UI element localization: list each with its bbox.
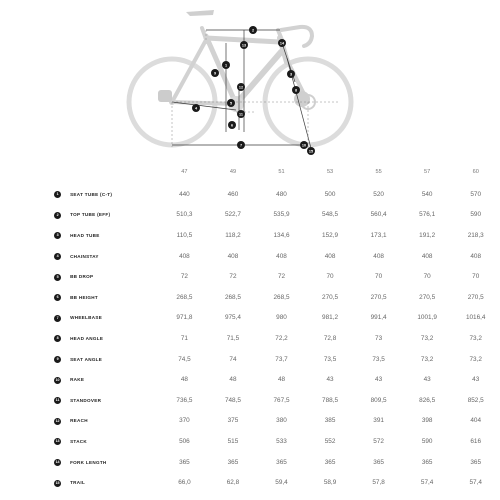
cell-value: 520 <box>373 190 384 198</box>
cell-value: 48 <box>277 376 286 384</box>
cell-value: 57,4 <box>420 479 434 487</box>
cell-value: 43 <box>472 376 480 384</box>
row-label: STANDOVER <box>70 397 102 403</box>
cell-value: 57,8 <box>372 479 385 487</box>
cell-value: 73,2 <box>469 355 482 363</box>
svg-text:2: 2 <box>251 28 255 33</box>
cell-value: 570 <box>470 190 482 198</box>
table-row <box>0 205 500 226</box>
svg-text:14: 14 <box>279 41 285 46</box>
cell-value: 72 <box>229 273 237 281</box>
cell-value: 73,2 <box>469 334 482 342</box>
cell-value: 408 <box>324 252 336 260</box>
row-number-badge: 1 <box>54 191 61 198</box>
marker-10 <box>300 141 308 149</box>
cell-value: 48 <box>229 376 237 384</box>
table-row <box>0 266 500 287</box>
cell-value: 572 <box>373 437 384 445</box>
cell-value: 404 <box>470 417 482 425</box>
svg-text:13: 13 <box>241 43 247 48</box>
cell-value: 533 <box>276 437 287 445</box>
cell-value: 510,3 <box>176 211 193 219</box>
size-header-cell: 49 <box>229 169 237 175</box>
size-header-cell: 53 <box>326 169 334 175</box>
geometry-table <box>0 160 500 493</box>
cell-value: 48 <box>180 376 188 384</box>
cell-value: 408 <box>179 252 190 260</box>
size-header-cell: 55 <box>375 169 382 175</box>
row-label: CHAINSTAY <box>70 253 99 259</box>
svg-text:7: 7 <box>239 143 243 148</box>
cell-value: 480 <box>276 190 287 198</box>
cell-value: 981,2 <box>322 314 339 322</box>
cell-value: 522,7 <box>224 211 241 219</box>
size-header-cell: 51 <box>278 169 285 175</box>
cell-value: 576,1 <box>419 211 436 219</box>
cell-value: 268,5 <box>224 293 241 301</box>
marker-15 <box>307 147 315 155</box>
cell-value: 460 <box>227 190 239 198</box>
cell-value: 43 <box>423 376 431 384</box>
cell-value: 767,5 <box>273 396 290 404</box>
cell-value: 43 <box>326 376 334 384</box>
cell-value: 365 <box>470 458 482 466</box>
row-number-badge: 2 <box>54 212 61 219</box>
table-row <box>0 349 500 370</box>
cell-value: 365 <box>324 458 336 466</box>
cell-value: 134,6 <box>273 231 290 239</box>
cell-value: 72,8 <box>323 334 337 342</box>
cell-value: 380 <box>276 417 287 425</box>
cell-value: 118,2 <box>225 231 241 239</box>
cell-value: 408 <box>421 252 433 260</box>
row-label: WHEELBASE <box>70 315 103 321</box>
marker-3 <box>287 70 295 78</box>
cell-value: 43 <box>375 376 383 384</box>
size-header-cell: 60 <box>472 169 479 175</box>
cell-value: 375 <box>227 417 239 425</box>
cell-value: 73,2 <box>420 355 434 363</box>
row-number-badge: 5 <box>54 274 61 281</box>
cell-value: 1001,9 <box>417 314 437 322</box>
cell-value: 852,5 <box>467 396 484 404</box>
row-number-badge: 9 <box>54 356 61 363</box>
table-row <box>0 184 500 205</box>
svg-text:3: 3 <box>289 72 293 77</box>
cell-value: 110,5 <box>176 231 193 239</box>
bike-frame <box>172 27 312 104</box>
cell-value: 74,5 <box>178 355 191 363</box>
cell-value: 270,5 <box>322 293 339 301</box>
table-row <box>0 328 500 349</box>
cell-value: 826,5 <box>419 396 436 404</box>
row-number-badge: 8 <box>54 335 61 342</box>
cell-value: 73 <box>375 334 383 342</box>
svg-text:5: 5 <box>229 101 233 106</box>
cell-value: 270,5 <box>370 293 387 301</box>
cell-value: 74 <box>229 355 237 363</box>
cell-value: 590 <box>421 437 433 445</box>
svg-text:10: 10 <box>301 143 307 148</box>
table-row <box>0 472 500 493</box>
table-row <box>0 390 500 411</box>
cell-value: 408 <box>276 252 287 260</box>
svg-text:1: 1 <box>224 63 228 68</box>
cell-value: 73,5 <box>323 355 337 363</box>
size-header-cell: 57 <box>424 169 431 175</box>
svg-text:9: 9 <box>213 71 217 76</box>
row-label: SEAT TUBE (C-T) <box>70 191 113 197</box>
cell-value: 70 <box>423 273 431 281</box>
row-label: TRAIL <box>70 480 86 486</box>
size-header-cell: 47 <box>181 169 188 175</box>
row-number-badge: 12 <box>55 418 60 423</box>
cell-value: 268,5 <box>176 293 193 301</box>
row-number-badge: 13 <box>55 439 60 444</box>
cell-value: 548,5 <box>322 211 339 219</box>
row-number-badge: 10 <box>55 377 60 382</box>
cell-value: 616 <box>470 437 482 445</box>
cell-value: 72,2 <box>275 334 288 342</box>
cell-value: 440 <box>179 190 190 198</box>
cell-value: 540 <box>421 190 433 198</box>
marker-11 <box>237 110 245 118</box>
marker-12 <box>237 83 245 91</box>
row-label: HEAD TUBE <box>70 232 100 238</box>
cell-value: 385 <box>324 417 336 425</box>
marker-14 <box>278 39 286 47</box>
marker-8 <box>292 86 300 94</box>
cell-value: 173,1 <box>370 231 387 239</box>
row-label: BB DROP <box>70 274 94 280</box>
cell-value: 535,9 <box>273 211 290 219</box>
cell-value: 71 <box>180 334 188 342</box>
cell-value: 365 <box>227 458 239 466</box>
marker-1 <box>222 61 230 69</box>
cell-value: 70 <box>472 273 480 281</box>
cell-value: 788,5 <box>322 396 339 404</box>
cell-value: 975,4 <box>224 314 241 322</box>
row-number-badge: 11 <box>55 398 60 403</box>
cell-value: 66,0 <box>178 479 191 487</box>
cell-value: 365 <box>373 458 384 466</box>
cell-value: 809,5 <box>370 396 387 404</box>
svg-text:4: 4 <box>194 106 198 111</box>
cell-value: 270,5 <box>419 293 436 301</box>
row-label: RAKE <box>70 377 85 383</box>
cell-value: 191,2 <box>419 231 436 239</box>
cell-value: 62,8 <box>226 479 240 487</box>
cell-value: 552 <box>324 437 336 445</box>
table-row <box>0 452 500 473</box>
row-number-badge: 4 <box>54 253 61 260</box>
cell-value: 980 <box>276 314 287 322</box>
cell-value: 370 <box>179 417 190 425</box>
marker-5 <box>227 99 235 107</box>
cell-value: 70 <box>326 273 334 281</box>
row-label: STACK <box>70 438 88 444</box>
row-label: FORK LENGTH <box>70 459 107 465</box>
cell-value: 58,9 <box>323 479 337 487</box>
row-label: REACH <box>70 418 88 424</box>
cell-value: 73,7 <box>275 355 288 363</box>
row-number-badge: 14 <box>55 460 60 465</box>
cell-value: 71,5 <box>226 334 240 342</box>
table-row <box>0 287 500 308</box>
table-row <box>0 225 500 246</box>
cell-value: 590 <box>470 211 482 219</box>
cell-value: 991,4 <box>370 314 387 322</box>
svg-text:6: 6 <box>230 123 234 128</box>
cell-value: 70 <box>375 273 383 281</box>
row-number-badge: 7 <box>54 315 61 322</box>
cell-value: 408 <box>373 252 384 260</box>
marker-13 <box>240 41 248 49</box>
marker-9 <box>211 69 219 77</box>
cell-value: 270,5 <box>467 293 484 301</box>
table-row <box>0 369 500 390</box>
row-number-badge: 3 <box>54 232 61 239</box>
cell-value: 391 <box>373 417 384 425</box>
svg-text:12: 12 <box>238 85 244 90</box>
cell-value: 408 <box>227 252 239 260</box>
row-label: SEAT ANGLE <box>70 356 103 362</box>
cell-value: 506 <box>179 437 190 445</box>
row-label: TOP TUBE (EFF) <box>70 212 111 218</box>
cell-value: 365 <box>421 458 433 466</box>
marker-7 <box>237 141 245 149</box>
cell-value: 748,5 <box>224 396 241 404</box>
svg-text:8: 8 <box>294 88 298 93</box>
cell-value: 73,2 <box>420 334 434 342</box>
cell-value: 73,5 <box>372 355 385 363</box>
cell-value: 268,5 <box>273 293 290 301</box>
svg-text:11: 11 <box>238 112 244 117</box>
cell-value: 365 <box>276 458 287 466</box>
cell-value: 560,4 <box>370 211 387 219</box>
table-row <box>0 246 500 267</box>
marker-4 <box>192 104 200 112</box>
marker-2 <box>249 26 257 34</box>
size-header <box>0 160 500 184</box>
cell-value: 398 <box>421 417 433 425</box>
cell-value: 515 <box>227 437 239 445</box>
cell-value: 408 <box>470 252 482 260</box>
row-label: BB HEIGHT <box>70 294 99 300</box>
cell-value: 59,4 <box>275 479 288 487</box>
cell-value: 365 <box>179 458 190 466</box>
cell-value: 152,9 <box>322 231 339 239</box>
cell-value: 971,8 <box>176 314 193 322</box>
row-label: HEAD ANGLE <box>70 335 104 341</box>
cell-value: 736,5 <box>176 396 193 404</box>
cell-value: 1016,4 <box>465 314 486 322</box>
marker-6 <box>228 121 236 129</box>
svg-text:15: 15 <box>308 149 314 154</box>
cell-value: 57,4 <box>469 479 482 487</box>
bike-geometry-diagram <box>0 0 500 160</box>
cell-value: 72 <box>180 273 188 281</box>
row-number-badge: 15 <box>55 480 60 485</box>
table-row <box>0 308 500 329</box>
table-row <box>0 431 500 452</box>
cell-value: 218,3 <box>467 231 484 239</box>
row-number-badge: 6 <box>54 294 61 301</box>
cell-value: 500 <box>324 190 336 198</box>
cell-value: 72 <box>277 273 286 281</box>
table-row <box>0 411 500 432</box>
